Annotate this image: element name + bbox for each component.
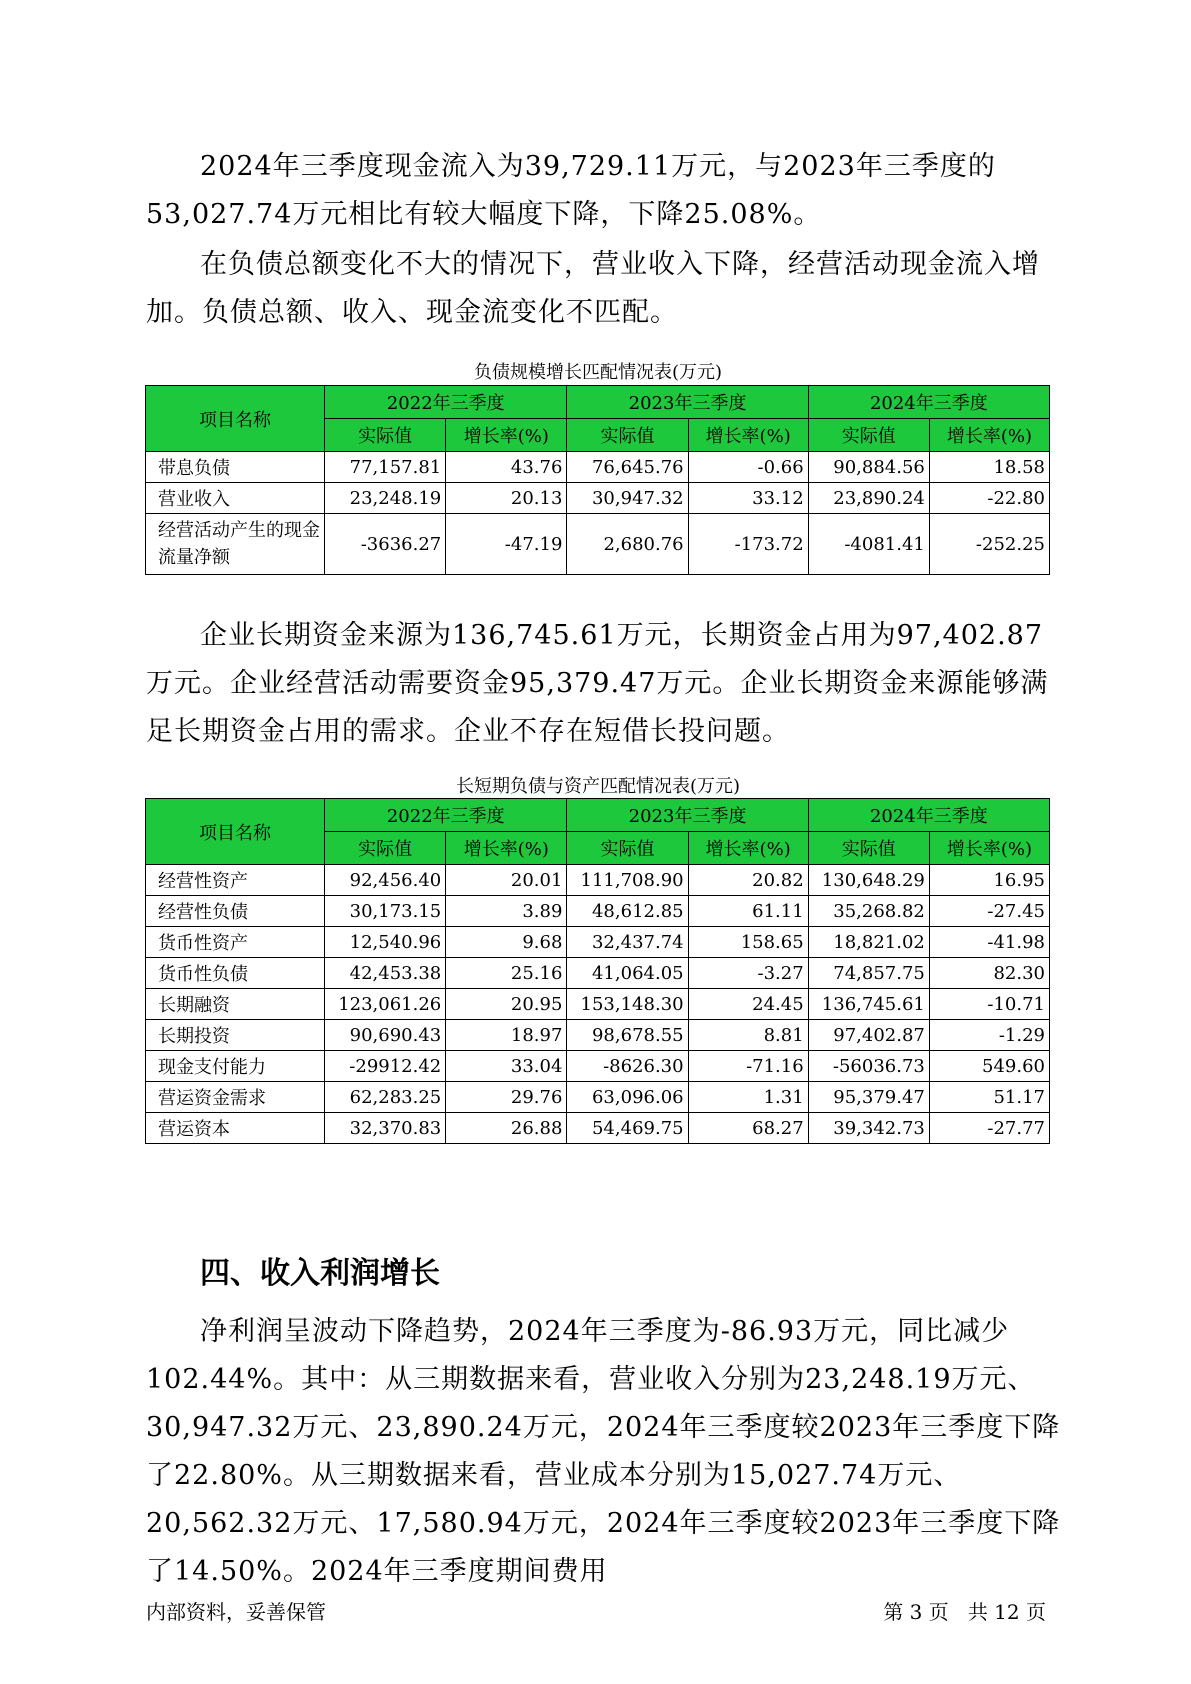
cell-value: -27.45 (929, 896, 1049, 927)
cell-value: -3636.27 (325, 514, 446, 575)
table-row (146, 1020, 1050, 1051)
cell-value: 54,469.75 (567, 1113, 688, 1144)
cell-value: 8.81 (688, 1020, 808, 1051)
cell-value: 24.45 (688, 989, 808, 1020)
cell-value: 2,680.76 (567, 514, 688, 575)
header-item-name: 项目名称 (146, 386, 325, 452)
header-period: 2024年三季度 (808, 799, 1049, 832)
cell-value: 32,370.83 (325, 1113, 446, 1144)
footer-page-number: 第 3 页 共 12 页 (883, 1600, 1046, 1624)
table-row (146, 483, 1050, 514)
table-row (146, 452, 1050, 483)
cell-value: 61.11 (688, 896, 808, 927)
cell-value: 549.60 (929, 1051, 1049, 1082)
cell-value: 90,884.56 (808, 452, 929, 483)
cell-value: 30,947.32 (567, 483, 688, 514)
cell-value: 123,061.26 (325, 989, 446, 1020)
cell-value: 136,745.61 (808, 989, 929, 1020)
row-label: 经营活动产生的现金流量净额 (146, 514, 325, 575)
cell-value: 35,268.82 (808, 896, 929, 927)
header-period: 2022年三季度 (325, 799, 567, 832)
header-growth: 增长率(%) (688, 419, 808, 452)
table-row (146, 989, 1050, 1020)
table-row (146, 958, 1050, 989)
cell-value: 90,690.43 (325, 1020, 446, 1051)
header-period: 2024年三季度 (808, 386, 1049, 419)
cell-value: 33.12 (688, 483, 808, 514)
cell-value: -4081.41 (808, 514, 929, 575)
row-label: 长期投资 (146, 1020, 325, 1051)
cell-value: 111,708.90 (567, 865, 688, 896)
cell-value: -3.27 (688, 958, 808, 989)
cell-value: -8626.30 (567, 1051, 688, 1082)
row-label: 营运资本 (146, 1113, 325, 1144)
table-row (146, 1113, 1050, 1144)
cell-value: 43.76 (446, 452, 567, 483)
header-actual: 实际值 (808, 419, 929, 452)
header-actual: 实际值 (325, 832, 446, 865)
paragraph-profit-growth: 净利润呈波动下降趋势，2024年三季度为-86.93万元，同比减少102.44%。其中：从三期数据来看，营业收入分别为23,248.19万元、30,947.32万元、23,890.24万元，2024年三季度较2023年三季度下降了22.80%。从三期数据来看，营业成本分别为15,027.74万元、20,562.32万元、17,580.94万元，2024年三季度较2023年三季度下降了14.50%。2024年三季度期间费用 (146, 1316, 1061, 1587)
cell-value: -71.16 (688, 1051, 808, 1082)
row-label: 营运资金需求 (146, 1082, 325, 1113)
cell-value: 42,453.38 (325, 958, 446, 989)
header-period: 2023年三季度 (567, 386, 808, 419)
cell-value: 12,540.96 (325, 927, 446, 958)
row-label: 长期融资 (146, 989, 325, 1020)
cell-value: 158.65 (688, 927, 808, 958)
paragraph-long-term-funds: 企业长期资金来源为136,745.61万元，长期资金占用为97,402.87万元。企业经营活动需要资金95,379.47万元。企业长期资金来源能够满足长期资金占用的需求。企业不存在短借长投问题。 (146, 620, 1049, 747)
header-growth: 增长率(%) (688, 832, 808, 865)
row-label: 货币性资产 (146, 927, 325, 958)
cell-value: -10.71 (929, 989, 1049, 1020)
paragraph-debt-mismatch: 在负债总额变化不大的情况下，营业收入下降，经营活动现金流入增加。负债总额、收入、现金流变化不匹配。 (146, 249, 1040, 328)
cell-value: 18.97 (446, 1020, 567, 1051)
row-label: 营业收入 (146, 483, 325, 514)
table-row (146, 927, 1050, 958)
header-growth: 增长率(%) (929, 832, 1049, 865)
table1-caption: 负债规模增长匹配情况表(万元) (473, 362, 723, 383)
header-actual: 实际值 (325, 419, 446, 452)
liability-asset-table (145, 798, 1050, 1144)
header-actual: 实际值 (808, 832, 929, 865)
cell-value: 20.95 (446, 989, 567, 1020)
cell-value: 97,402.87 (808, 1020, 929, 1051)
cell-value: -22.80 (929, 483, 1049, 514)
header-growth: 增长率(%) (929, 419, 1049, 452)
cell-value: 92,456.40 (325, 865, 446, 896)
section-heading: 四、收入利润增长 (200, 1256, 440, 1291)
cell-value: 77,157.81 (325, 452, 446, 483)
table2-caption: 长短期负债与资产匹配情况表(万元) (455, 776, 741, 797)
header-actual: 实际值 (567, 419, 688, 452)
cell-value: 41,064.05 (567, 958, 688, 989)
header-actual: 实际值 (567, 832, 688, 865)
cell-value: -27.77 (929, 1113, 1049, 1144)
row-label: 经营性负债 (146, 896, 325, 927)
row-label: 经营性资产 (146, 865, 325, 896)
cell-value: 98,678.55 (567, 1020, 688, 1051)
cell-value: 33.04 (446, 1051, 567, 1082)
cell-value: 20.13 (446, 483, 567, 514)
cell-value: 30,173.15 (325, 896, 446, 927)
cell-value: 95,379.47 (808, 1082, 929, 1113)
header-item-name: 项目名称 (146, 799, 325, 865)
cell-value: 63,096.06 (567, 1082, 688, 1113)
paragraph-cash-inflow: 2024年三季度现金流入为39,729.11万元，与2023年三季度的53,027.74万元相比有较大幅度下降，下降25.08%。 (146, 151, 996, 230)
cell-value: 32,437.74 (567, 927, 688, 958)
cell-value: -173.72 (688, 514, 808, 575)
cell-value: 18.58 (929, 452, 1049, 483)
cell-value: 9.68 (446, 927, 567, 958)
cell-value: -41.98 (929, 927, 1049, 958)
cell-value: -252.25 (929, 514, 1049, 575)
table-row (146, 865, 1050, 896)
cell-value: -47.19 (446, 514, 567, 575)
cell-value: 82.30 (929, 958, 1049, 989)
header-period: 2023年三季度 (567, 799, 808, 832)
cell-value: 23,248.19 (325, 483, 446, 514)
cell-value: 16.95 (929, 865, 1049, 896)
cell-value: -1.29 (929, 1020, 1049, 1051)
cell-value: 3.89 (446, 896, 567, 927)
cell-value: 51.17 (929, 1082, 1049, 1113)
debt-scale-table (145, 385, 1050, 575)
table-row (146, 896, 1050, 927)
cell-value: 76,645.76 (567, 452, 688, 483)
cell-value: 18,821.02 (808, 927, 929, 958)
cell-value: 130,648.29 (808, 865, 929, 896)
cell-value: 20.01 (446, 865, 567, 896)
cell-value: 62,283.25 (325, 1082, 446, 1113)
row-label: 带息负债 (146, 452, 325, 483)
cell-value: -0.66 (688, 452, 808, 483)
cell-value: -56036.73 (808, 1051, 929, 1082)
cell-value: 1.31 (688, 1082, 808, 1113)
table-row (146, 1082, 1050, 1113)
cell-value: 153,148.30 (567, 989, 688, 1020)
cell-value: 23,890.24 (808, 483, 929, 514)
cell-value: 26.88 (446, 1113, 567, 1144)
row-label: 货币性负债 (146, 958, 325, 989)
cell-value: 48,612.85 (567, 896, 688, 927)
cell-value: 20.82 (688, 865, 808, 896)
cell-value: -29912.42 (325, 1051, 446, 1082)
cell-value: 39,342.73 (808, 1113, 929, 1144)
row-label: 现金支付能力 (146, 1051, 325, 1082)
header-period: 2022年三季度 (325, 386, 567, 419)
cell-value: 68.27 (688, 1113, 808, 1144)
table-row (146, 514, 1050, 575)
header-growth: 增长率(%) (446, 419, 567, 452)
table-row (146, 1051, 1050, 1082)
cell-value: 74,857.75 (808, 958, 929, 989)
cell-value: 29.76 (446, 1082, 567, 1113)
footer-confidential: 内部资料，妥善保管 (146, 1600, 326, 1624)
header-growth: 增长率(%) (446, 832, 567, 865)
cell-value: 25.16 (446, 958, 567, 989)
